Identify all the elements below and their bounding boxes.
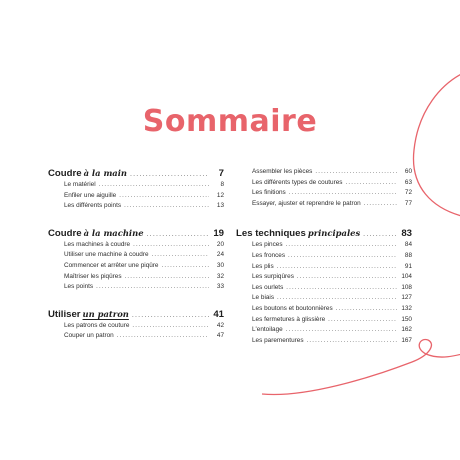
page-number: 162 bbox=[401, 326, 412, 334]
entry-label: Les patrons de couture bbox=[64, 321, 130, 329]
dot-leader bbox=[336, 304, 397, 315]
dot-leader bbox=[297, 272, 397, 283]
entry-label: Les différents types de coutures bbox=[252, 178, 343, 186]
page-number: 30 bbox=[216, 261, 224, 269]
toc-entry[interactable] bbox=[236, 188, 412, 199]
toc-entry[interactable] bbox=[236, 272, 412, 283]
toc-entry[interactable] bbox=[48, 191, 224, 202]
dot-leader bbox=[161, 261, 209, 272]
page-number: 13 bbox=[216, 202, 224, 210]
entry-label: Commencer et arrêter une piqûre bbox=[64, 261, 159, 269]
toc-left-column bbox=[48, 166, 224, 356]
toc-entry[interactable] bbox=[236, 240, 412, 251]
entry-label: Les fronces bbox=[252, 251, 286, 259]
page-number: 41 bbox=[213, 308, 224, 320]
entry-label: Utiliser une machine à coudre bbox=[64, 251, 149, 259]
entry-label: Essayer, ajuster et reprendre le patron bbox=[252, 199, 361, 207]
dot-leader bbox=[288, 251, 397, 262]
entry-label: Le matériel bbox=[64, 181, 96, 188]
page-number: 8 bbox=[220, 181, 224, 188]
entry-label: Couper un patron bbox=[64, 332, 114, 340]
toc-section bbox=[48, 307, 224, 342]
page-number: 60 bbox=[404, 168, 412, 175]
heading-script-text: un patron bbox=[82, 308, 129, 319]
toc-entry[interactable] bbox=[48, 201, 224, 212]
dot-leader bbox=[307, 336, 397, 347]
entry-label: Les machines à coudre bbox=[64, 240, 131, 248]
page-number: 72 bbox=[404, 189, 412, 197]
entry-label: Les fermetures à glissière bbox=[252, 315, 326, 323]
toc-entry[interactable] bbox=[236, 336, 412, 347]
toc-section bbox=[48, 166, 224, 212]
entry-label: Les ourlets bbox=[252, 283, 284, 291]
toc-entry[interactable] bbox=[48, 180, 224, 191]
heading-text: Utiliser bbox=[48, 308, 81, 320]
toc-section-heading[interactable] bbox=[48, 166, 224, 180]
page-number: 12 bbox=[216, 191, 224, 199]
page-number: 19 bbox=[213, 227, 224, 239]
toc-section-heading[interactable] bbox=[236, 226, 412, 240]
entry-label: Enfiler une aiguille bbox=[64, 191, 117, 199]
toc-entry[interactable] bbox=[48, 261, 224, 272]
toc-entry[interactable] bbox=[236, 315, 412, 326]
page-number: 77 bbox=[404, 199, 412, 207]
dot-leader bbox=[277, 293, 397, 304]
dot-leader bbox=[286, 325, 397, 336]
toc-section bbox=[48, 226, 224, 293]
toc-section bbox=[236, 226, 412, 346]
page-number: 47 bbox=[216, 332, 224, 340]
page-number: 108 bbox=[401, 283, 412, 291]
toc-entry[interactable] bbox=[236, 325, 412, 336]
dot-leader bbox=[286, 283, 397, 294]
dot-leader bbox=[364, 199, 397, 210]
heading-text: Coudre bbox=[48, 227, 82, 239]
page-number: 24 bbox=[216, 251, 224, 259]
toc-entry[interactable] bbox=[48, 331, 224, 342]
entry-label: Les points bbox=[64, 283, 94, 291]
page-number: 84 bbox=[404, 241, 412, 249]
entry-label: Les parementures bbox=[252, 336, 304, 344]
page-number: 32 bbox=[216, 272, 224, 280]
entry-label: Le biais bbox=[252, 294, 275, 302]
toc-entry[interactable] bbox=[236, 251, 412, 262]
entry-label: L'entoilage bbox=[252, 326, 283, 334]
entry-label: Les différents points bbox=[64, 202, 122, 210]
page-number: 167 bbox=[401, 336, 412, 344]
dot-leader bbox=[345, 178, 397, 189]
toc-entry[interactable] bbox=[236, 304, 412, 315]
toc-entry[interactable] bbox=[236, 293, 412, 304]
heading-text: Coudre bbox=[48, 168, 82, 179]
toc-entry[interactable] bbox=[236, 167, 412, 178]
entry-label: Les pinces bbox=[252, 241, 283, 249]
dot-leader bbox=[152, 250, 209, 261]
toc-continued-entries bbox=[236, 166, 412, 209]
entry-label: Les surpiqûres bbox=[252, 273, 294, 281]
dot-leader bbox=[277, 262, 397, 273]
page-number: 132 bbox=[401, 304, 412, 312]
heading-script-text: à la machine bbox=[83, 227, 144, 238]
toc-entry[interactable] bbox=[236, 262, 412, 273]
page-number: 91 bbox=[404, 262, 412, 270]
entry-label: Assembler les pièces bbox=[252, 168, 313, 175]
page-number: 88 bbox=[404, 251, 412, 259]
entry-label: Les plis bbox=[252, 262, 274, 270]
entry-label: Maîtriser les piqûres bbox=[64, 272, 122, 280]
page-number: 63 bbox=[404, 178, 412, 186]
page-number: 7 bbox=[218, 168, 224, 179]
page-number: 104 bbox=[401, 273, 412, 281]
toc-entry[interactable] bbox=[48, 282, 224, 293]
entry-label: Les finitions bbox=[252, 189, 286, 197]
heading-text: Les techniques bbox=[236, 228, 306, 240]
dot-leader bbox=[124, 201, 209, 212]
page-number: 150 bbox=[401, 315, 412, 323]
entry-label: Les boutons et boutonnières bbox=[252, 304, 333, 312]
dot-leader bbox=[286, 240, 397, 251]
dot-leader bbox=[117, 331, 209, 342]
heading-script-text: principales bbox=[307, 228, 361, 239]
toc-entry[interactable] bbox=[48, 272, 224, 283]
dot-leader bbox=[96, 282, 209, 293]
page-number: 20 bbox=[216, 240, 224, 248]
toc-entry[interactable] bbox=[236, 283, 412, 294]
page-title: Sommaire bbox=[142, 104, 318, 139]
heading-script-text: à la main bbox=[83, 168, 128, 178]
toc-right-column bbox=[236, 166, 412, 360]
dot-leader bbox=[132, 321, 209, 332]
toc-entry[interactable] bbox=[48, 321, 224, 332]
dot-leader bbox=[328, 315, 397, 326]
dot-leader bbox=[125, 272, 209, 283]
page-number: 127 bbox=[401, 294, 412, 302]
page-number: 42 bbox=[216, 321, 224, 329]
dot-leader bbox=[119, 191, 209, 202]
toc-section-heading[interactable] bbox=[48, 307, 224, 321]
page-number: 33 bbox=[216, 283, 224, 291]
toc-entry[interactable] bbox=[236, 178, 412, 189]
page-number: 83 bbox=[401, 228, 412, 240]
dot-leader bbox=[99, 180, 209, 191]
thread-arc-top-right bbox=[413, 70, 460, 218]
toc-entry[interactable] bbox=[48, 240, 224, 251]
toc-section-heading[interactable] bbox=[48, 226, 224, 240]
dot-leader bbox=[315, 167, 397, 178]
dot-leader bbox=[289, 188, 397, 199]
dot-leader bbox=[133, 240, 209, 251]
toc-entry[interactable] bbox=[48, 250, 224, 261]
toc-entry[interactable] bbox=[236, 199, 412, 210]
